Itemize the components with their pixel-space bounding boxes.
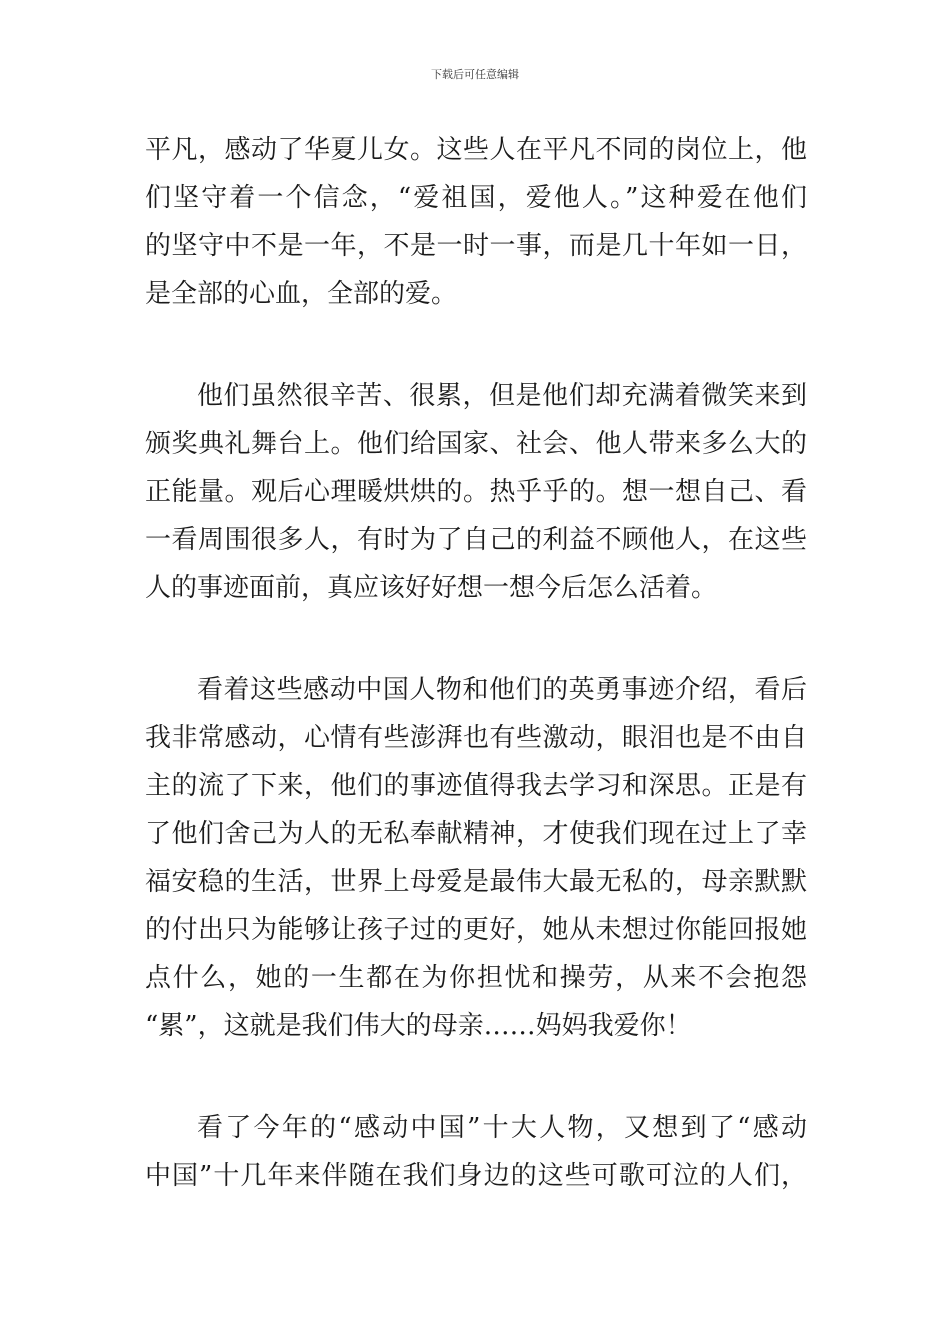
text-line: 是全部的心血，全部的爱。 [145,279,458,309]
text-line: 正能量。观后心理暖烘烘的。热乎乎的。想一想自己、看 [145,477,807,507]
text-line: 了他们舍己为人的无私奉献精神，才使我们现在过上了幸 [145,819,807,849]
text-line: 看了今年的“感动中国”十大人物，又想到了“感动 [197,1113,807,1143]
document-body [145,126,807,1200]
text-line: 中国”十几年来伴随在我们身边的这些可歌可泣的人们， [145,1161,807,1191]
paragraph-spacer [145,612,807,666]
text-line: “累”，这就是我们伟大的母亲……妈妈我爱你！ [145,1011,692,1041]
text-line: 他们虽然很辛苦、很累，但是他们却充满着微笑来到 [197,381,807,411]
text-line: 主的流了下来，他们的事迹值得我去学习和深思。正是有 [145,771,807,801]
paragraph-spacer [145,1050,807,1104]
text-line: 平凡，感动了华夏儿女。这些人在平凡不同的岗位上，他 [145,135,807,165]
text-line: 的付出只为能够让孩子过的更好，她从未想过你能回报她 [145,915,807,945]
text-line: 们坚守着一个信念，“爱祖国，爱他人。”这种爱在他们 [145,183,807,213]
text-line: 颁奖典礼舞台上。他们给国家、社会、他人带来多么大的 [145,429,807,459]
page-header: 下载后可任意编辑 [431,68,519,81]
text-line: 我非常感动，心情有些澎湃也有些激动，眼泪也是不由自 [145,723,807,753]
text-line: 点什么，她的一生都在为你担忧和操劳，从来不会抱怨 [145,963,807,993]
paragraph-4 [145,1104,807,1200]
paragraph-2 [145,372,807,612]
text-line: 看着这些感动中国人物和他们的英勇事迹介绍，看后 [197,675,807,705]
paragraph-spacer [145,318,807,372]
text-line: 的坚守中不是一年，不是一时一事，而是几十年如一日， [145,231,807,261]
paragraph-1 [145,126,807,318]
text-line: 人的事迹面前，真应该好好想一想今后怎么活着。 [145,573,718,603]
text-line: 一看周围很多人，有时为了自己的利益不顾他人，在这些 [145,525,807,555]
text-line: 福安稳的生活，世界上母爱是最伟大最无私的，母亲默默 [145,867,807,897]
paragraph-3 [145,666,807,1050]
